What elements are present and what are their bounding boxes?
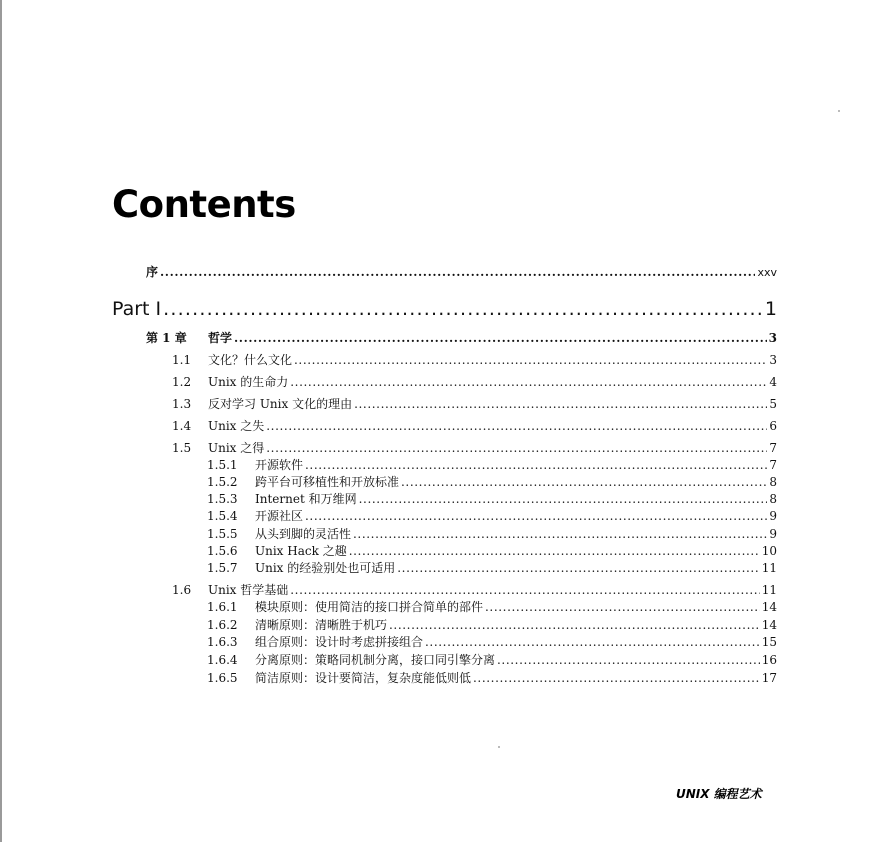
toc-entry-section[interactable] (172, 419, 777, 435)
dot-leader (353, 527, 767, 542)
toc-page-number: 8 (769, 475, 777, 489)
toc-label: 简洁原则：设计要简洁，复杂度能低则低 (255, 671, 472, 685)
toc-page-number: 17 (761, 671, 777, 685)
toc-page-number: 8 (769, 492, 777, 506)
toc-page-number: 3 (768, 331, 777, 345)
toc-label: 序 (146, 265, 159, 279)
dot-leader (389, 618, 760, 633)
scan-speck (838, 110, 840, 112)
scan-speck (498, 746, 500, 748)
toc-page-number: 11 (761, 583, 777, 597)
dot-leader (266, 419, 767, 434)
toc-page-number: 9 (769, 527, 777, 541)
toc-number: 1.5.2 (207, 475, 238, 489)
toc-number: 1.6.3 (207, 635, 238, 649)
toc-number: 1.5.7 (207, 561, 238, 575)
dot-leader (425, 635, 760, 650)
toc-entry-subsection[interactable] (207, 618, 777, 634)
toc-number: 1.6.1 (207, 600, 238, 614)
toc-entry-subsection[interactable] (207, 635, 777, 651)
toc-label: 模块原则：使用简洁的接口拼合简单的部件 (255, 600, 484, 614)
page-title: Contents (112, 183, 296, 226)
toc-page-number: 1 (764, 298, 777, 320)
dot-leader (305, 458, 767, 473)
toc-number: 1.2 (172, 375, 192, 389)
toc-page-number: 4 (769, 375, 777, 389)
toc-number: 1.5.3 (207, 492, 238, 506)
dot-leader (359, 492, 768, 507)
toc-page-number: 7 (769, 458, 777, 472)
toc-page-number: 10 (761, 544, 777, 558)
toc-label: 开源社区 (255, 509, 304, 523)
toc-number: 1.3 (172, 397, 192, 411)
toc-label: Unix 哲学基础 (208, 583, 289, 597)
toc-number: 1.5.5 (207, 527, 238, 541)
toc-label: Internet 和万维网 (255, 492, 357, 506)
dot-leader (290, 583, 759, 598)
dot-leader (294, 353, 767, 368)
toc-entry-section[interactable] (172, 353, 777, 369)
toc-page-number: 14 (761, 600, 777, 614)
toc-entry-section[interactable] (172, 441, 777, 457)
dot-leader (349, 544, 760, 559)
toc-entry-chapter-1[interactable] (146, 331, 777, 347)
toc-number: 1.5.1 (207, 458, 238, 472)
toc-label: 开源软件 (255, 458, 304, 472)
toc-number: 1.6.4 (207, 653, 238, 667)
toc-label: Unix 的经验别处也可适用 (255, 561, 396, 575)
running-footer: UNIX 编程艺术 (676, 787, 762, 801)
dot-leader (290, 375, 767, 390)
toc-number: 1.5 (172, 441, 192, 455)
toc-entry-subsection[interactable] (207, 527, 777, 543)
toc-page-number: 16 (761, 653, 777, 667)
toc-page-number: 14 (761, 618, 777, 632)
toc-page-number: 15 (761, 635, 777, 649)
toc-label: 清晰原则：清晰胜于机巧 (255, 618, 388, 632)
toc-page-number: xxv (757, 266, 777, 279)
toc-entry-subsection[interactable] (207, 671, 777, 687)
toc-entry-subsection[interactable] (207, 653, 777, 669)
toc-page-number: 5 (769, 397, 777, 411)
toc-number: 1.4 (172, 419, 192, 433)
dot-leader (473, 671, 760, 686)
toc-entry-subsection[interactable] (207, 561, 777, 577)
dot-leader (234, 331, 767, 346)
page-left-edge (0, 0, 2, 842)
toc-number: 1.6.5 (207, 671, 238, 685)
dot-leader (401, 475, 767, 490)
toc-label: Part I (112, 298, 162, 320)
dot-leader (163, 297, 763, 321)
toc-entry-subsection[interactable] (207, 475, 777, 491)
dot-leader (497, 653, 760, 668)
toc-label: Unix 之失 (208, 419, 265, 433)
toc-page-number: 11 (761, 561, 777, 575)
toc-label: 从头到脚的灵活性 (255, 527, 352, 541)
toc-label: 分离原则：策略同机制分离，接口同引擎分离 (255, 653, 496, 667)
toc-number: 1.5.4 (207, 509, 238, 523)
toc-page-number: 3 (769, 353, 777, 367)
toc-entry-subsection[interactable] (207, 544, 777, 560)
toc-label: 跨平台可移植性和开放标准 (255, 475, 400, 489)
toc-entry-section[interactable] (172, 375, 777, 391)
toc-label: 组合原则：设计时考虑拼接组合 (255, 635, 424, 649)
dot-leader (160, 265, 755, 280)
toc-page-number: 7 (769, 441, 777, 455)
toc-page-number: 9 (769, 509, 777, 523)
toc-entry-section[interactable] (172, 397, 777, 413)
toc-entry-preface[interactable] (146, 265, 777, 281)
toc-number: 第 1 章 (146, 331, 187, 345)
dot-leader (305, 509, 767, 524)
toc-label: 哲学 (208, 331, 233, 345)
toc-entry-subsection[interactable] (207, 600, 777, 616)
toc-label: Unix Hack 之趣 (255, 544, 347, 558)
toc-entry-subsection[interactable] (207, 492, 777, 508)
toc-page-number: 6 (769, 419, 777, 433)
toc-label: Unix 之得 (208, 441, 265, 455)
toc-entry-subsection[interactable] (207, 458, 777, 474)
toc-number: 1.1 (172, 353, 192, 367)
dot-leader (354, 397, 767, 412)
toc-number: 1.6.2 (207, 618, 238, 632)
toc-entry-section[interactable] (172, 583, 777, 599)
toc-entry-part-1[interactable] (112, 297, 777, 323)
toc-number: 1.6 (172, 583, 192, 597)
dot-leader (485, 600, 760, 615)
toc-number: 1.5.6 (207, 544, 238, 558)
dot-leader (266, 441, 767, 456)
toc-label: Unix 的生命力 (208, 375, 289, 389)
toc-label: 文化？什么文化 (208, 353, 293, 367)
toc-label: 反对学习 Unix 文化的理由 (208, 397, 353, 411)
dot-leader (397, 561, 759, 576)
toc-entry-subsection[interactable] (207, 509, 777, 525)
